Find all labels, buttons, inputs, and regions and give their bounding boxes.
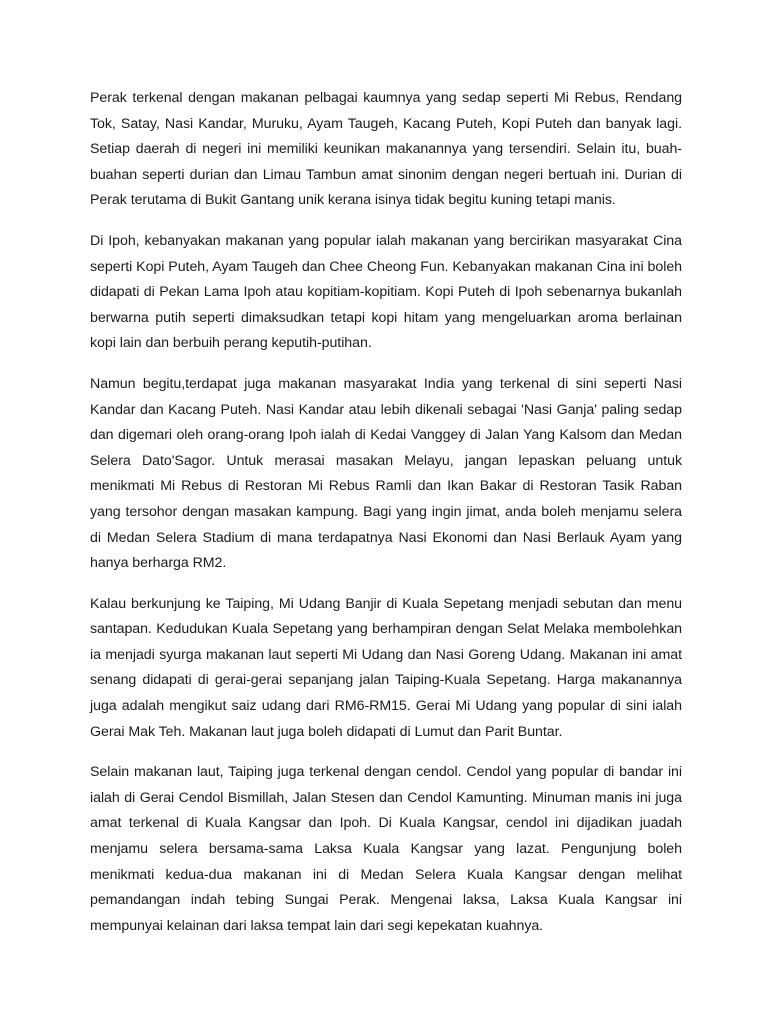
paragraph-5: Selain makanan laut, Taiping juga terkenal dengan cendol. Cendol yang popular di bandar ini ialah di Gerai Cendol Bismillah, Jalan Stesen dan Cendol Kamunting. Minuman manis ini juga amat terkenal di Kuala Kangsar dan Ipoh. Di Kuala Kangsar, cendol ini dijadikan juadah menjamu selera bersama-sama Laksa Kuala Kangsar yang lazat. Pengunjung boleh menikmati kedua-dua makanan ini di Medan Selera Kuala Kangsar dengan melihat pemandangan indah tebing Sungai Perak. Mengenai laksa, Laksa Kuala Kangsar ini mempunyai kelainan dari laksa tempat lain dari segi kepekatan kuahnya. [90,764,682,934]
paragraph-3: Namun begitu,terdapat juga makanan masyarakat India yang terkenal di sini seperti Nasi Kandar dan Kacang Puteh. Nasi Kandar atau lebih dikenali sebagai 'Nasi Ganja' paling sedap dan digemari oleh orang-orang Ipoh ialah di Kedai Vanggey di Jalan Yang Kalsom dan Medan Selera Dato'Sagor. Untuk merasai masakan Melayu, jangan lepaskan peluang untuk menikmati Mi Rebus di Restoran Mi Rebus Ramli dan Ikan Bakar di Restoran Tasik Raban yang tersohor dengan masakan kampung. Bagi yang ingin jimat, anda boleh menjamu selera di Medan Selera Stadium di mana terdapatnya Nasi Ekonomi dan Nasi Berlauk Ayam yang hanya berharga RM2. [90,375,682,572]
paragraph-4: Kalau berkunjung ke Taiping, Mi Udang Banjir di Kuala Sepetang menjadi sebutan dan menu santapan. Kedudukan Kuala Sepetang yang berhampiran dengan Selat Melaka membolehkan ia menjadi syurga makanan laut seperti Mi Udang dan Nasi Goreng Udang. Makanan ini amat senang didapati di gerai-gerai sepanjang jalan Taiping-Kuala Sepetang. Harga makanannya juga adalah mengikut saiz udang dari RM6-RM15. Gerai Mi Udang yang popular di sini ialah Gerai Mak Teh. Makanan laut juga boleh didapati di Lumut dan Parit Buntar. [90,595,682,740]
paragraph-1: Perak terkenal dengan makanan pelbagai kaumnya yang sedap seperti Mi Rebus, Rendang Tok, Satay, Nasi Kandar, Muruku, Ayam Taugeh, Kacang Puteh, Kopi Puteh dan banyak lagi. Setiap daerah di negeri ini memiliki keunikan makanannya yang tersendiri. Selain itu, buah-buahan seperti durian dan Limau Tambun amat sinonim dengan negeri bertuah ini. Durian di Perak terutama di Bukit Gantang unik kerana isinya tidak begitu kuning tetapi manis. [90,90,682,209]
paragraph-2: Di Ipoh, kebanyakan makanan yang popular ialah makanan yang bercirikan masyarakat Cina seperti Kopi Puteh, Ayam Taugeh dan Chee Cheong Fun. Kebanyakan makanan Cina ini boleh didapati di Pekan Lama Ipoh atau kopitiam-kopitiam. Kopi Puteh di Ipoh sebenarnya bukanlah berwarna putih seperti dimaksudkan tetapi kopi hitam yang mengeluarkan aroma berlainan kopi lain dan berbuih perang keputih-putihan. [90,232,682,352]
